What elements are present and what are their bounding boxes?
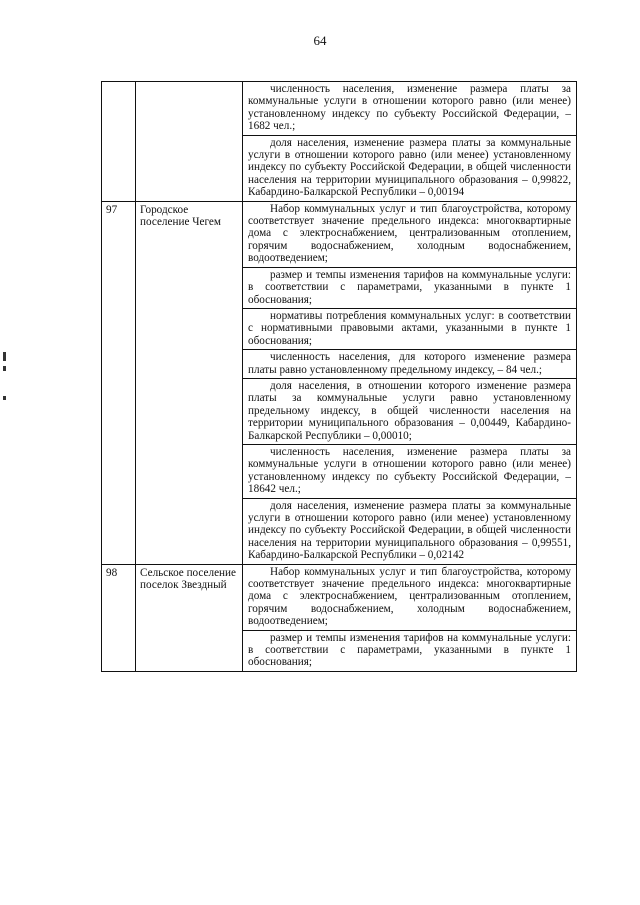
paragraph: размер и темпы изменения тарифов на коммунальные услуги: в соответствии с параметрами, указанными в пункте 1 обоснования; [243,268,576,309]
row-number: 98 [102,564,136,671]
paragraph: Набор коммунальных услуг и тип благоустройства, которому соответствует значение предельного индекса: многоквартирные дома с электроснабжением, централизованным отоплением, горячим водоснабжением, холодным водоснабжением, водоотведением; [243,202,576,268]
table-row [102,201,577,564]
margin-mark [3,366,6,371]
municipality-name: Городское поселение Чегем [136,201,243,564]
table-row [102,564,577,671]
paragraph: доля населения, изменение размера платы за коммунальные услуги в отношении которого равно (или менее) установленному индексу по субъекту Российской Федерации, в общей численности населения на территории муниципального образования – 0,99822, Кабардино-Балкарской Республики – 0,00194 [248,136,571,199]
paragraph: численность населения, изменение размера платы за коммунальные услуги в отношении которого равно (или менее) установленному индексу по субъекту Российской Федерации, – 18642 чел.; [243,445,576,499]
paragraph: доля населения, изменение размера платы за коммунальные услуги в отношении которого равно (или менее) установленному индексу по субъекту Российской Федерации, в общей численности населения на территории муниципального образования – 0,99551, Кабардино-Балкарской Республики – 0,02142 [248,499,571,562]
paragraph: Набор коммунальных услуг и тип благоустройства, которому соответствует значение предельного индекса: многоквартирные дома с электроснабжением, централизованным отоплением, горячим водоснабжением, холодным водоснабжением, водоотведением; [243,565,576,631]
paragraph: доля населения, в отношении которого изменение размера платы за коммунальные услуги равно установленному предельному индексу, в общей численности населения на территории муниципального образования – 0,00449, Кабардино-Балкарской Республики – 0,00010; [243,379,576,445]
description-cell [243,201,577,564]
paragraph: нормативы потребления коммунальных услуг: в соответствии с нормативными правовыми актами, указанными в пункте 1 обоснования; [243,309,576,350]
description-cell [243,82,577,202]
paragraph: размер и темпы изменения тарифов на коммунальные услуги: в соответствии с параметрами, указанными в пункте 1 обоснования; [248,631,571,669]
page-number: 64 [313,33,327,48]
margin-mark [3,352,6,361]
municipality-name: Сельское поселение поселок Звездный [136,564,243,671]
description-cell [243,564,577,671]
row-number [102,82,136,202]
table-row [102,82,577,202]
paragraph: численность населения, для которого изменение размера платы равно установленному предельному индексу, – 84 чел.; [243,350,576,379]
paragraph: численность населения, изменение размера платы за коммунальные услуги в отношении которого равно (или менее) установленному индексу по субъекту Российской Федерации, – 1682 чел.; [243,82,576,136]
index-table [101,81,577,672]
municipality-name [136,82,243,202]
row-number: 97 [102,201,136,564]
margin-mark [3,396,6,400]
